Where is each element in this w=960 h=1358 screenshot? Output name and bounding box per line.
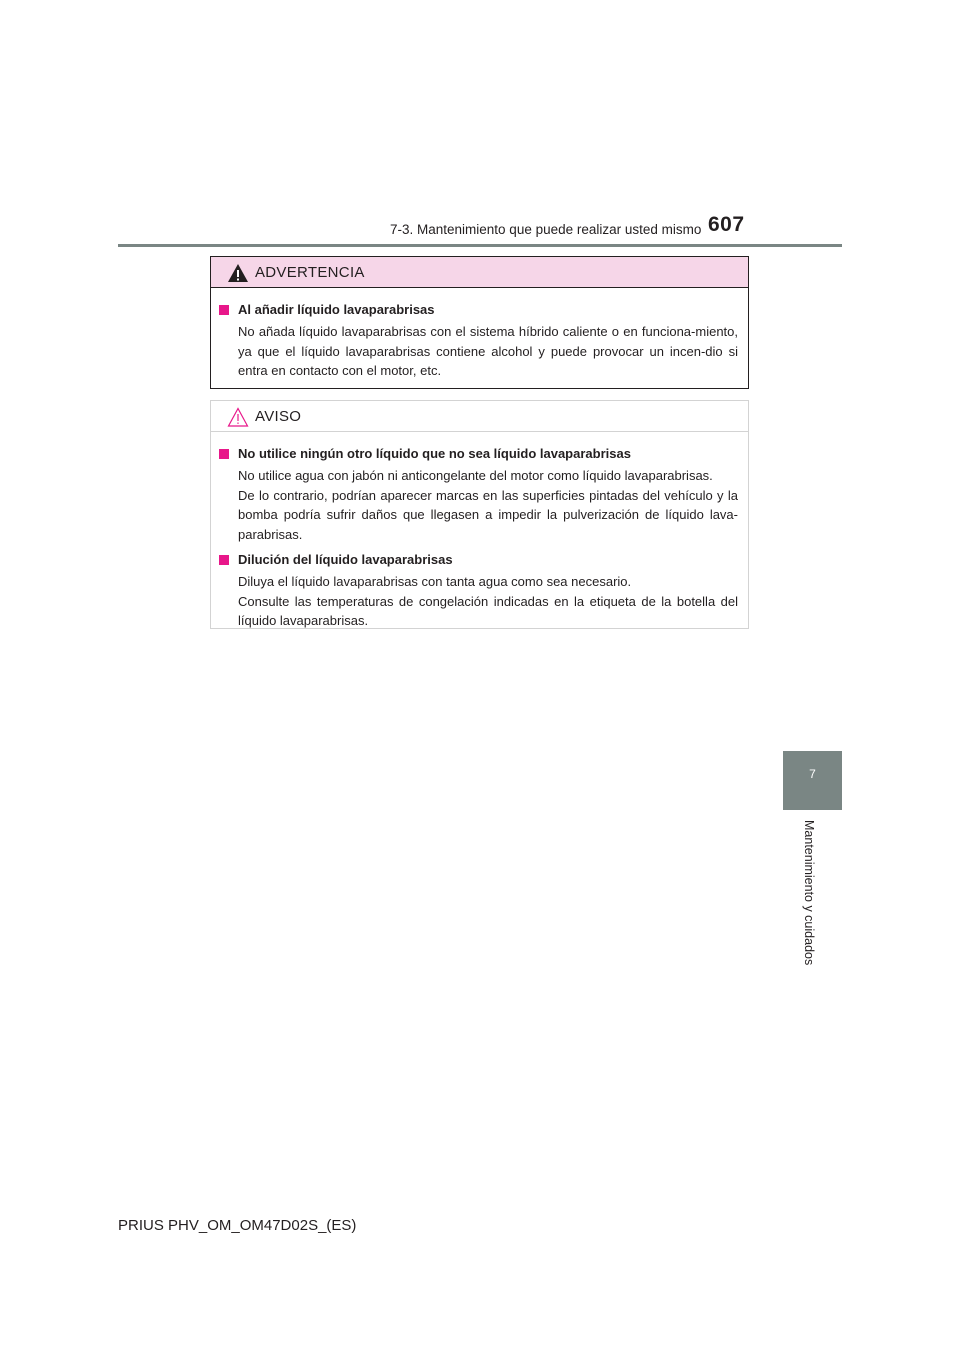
- warning-triangle-icon: [227, 263, 249, 283]
- header-divider: [118, 244, 842, 247]
- notice-item: [219, 444, 738, 544]
- notice-item: [219, 550, 738, 631]
- bullet-square-icon: [219, 555, 229, 565]
- item-body: No utilice agua con jabón ni anticongelante del motor como líquido lavaparabrisas. De lo contrario, podrían aparecer marcas en las superficies pintadas del vehículo y la bomba podría sufrir daños que llegasen a impedir la pulverización de líquido lava-parabrisas.: [238, 468, 738, 542]
- notice-box-header: [211, 401, 748, 432]
- notice-triangle-icon: [227, 407, 249, 427]
- item-heading-text: No utilice ningún otro líquido que no sea líquido lavaparabrisas: [238, 446, 631, 461]
- item-heading: [219, 550, 738, 570]
- bullet-square-icon: [219, 305, 229, 315]
- page-number: 607: [708, 213, 745, 236]
- warning-box-header: [211, 257, 748, 288]
- chapter-number: 7: [809, 767, 816, 781]
- item-heading: [219, 444, 738, 464]
- warning-label: ADVERTENCIA: [255, 264, 365, 281]
- notice-label: AVISO: [255, 408, 302, 425]
- item-body: No añada líquido lavaparabrisas con el sistema híbrido caliente o en funciona-miento, ya que el líquido lavaparabrisas contiene alcohol y puede provocar un incen-dio si entra en contacto con el motor, etc.: [238, 324, 738, 378]
- item-body: Diluya el líquido lavaparabrisas con tanta agua como sea necesario. Consulte las temperaturas de congelación indicadas en la etiqueta de la botella del líquido lavaparabrisas.: [238, 574, 738, 628]
- item-heading-text: Al añadir líquido lavaparabrisas: [238, 302, 435, 317]
- item-heading: [219, 300, 738, 320]
- section-title: 7-3. Mantenimiento que puede realizar usted mismo: [390, 222, 702, 237]
- warning-item: [219, 300, 738, 381]
- bullet-square-icon: [219, 449, 229, 459]
- document-code: PRIUS PHV_OM_OM47D02S_(ES): [118, 1217, 357, 1234]
- item-heading-text: Dilución del líquido lavaparabrisas: [238, 552, 453, 567]
- notice-box: [210, 400, 749, 629]
- warning-box: [210, 256, 749, 389]
- chapter-label: Mantenimiento y cuidados: [802, 820, 816, 966]
- chapter-tab: [783, 751, 842, 810]
